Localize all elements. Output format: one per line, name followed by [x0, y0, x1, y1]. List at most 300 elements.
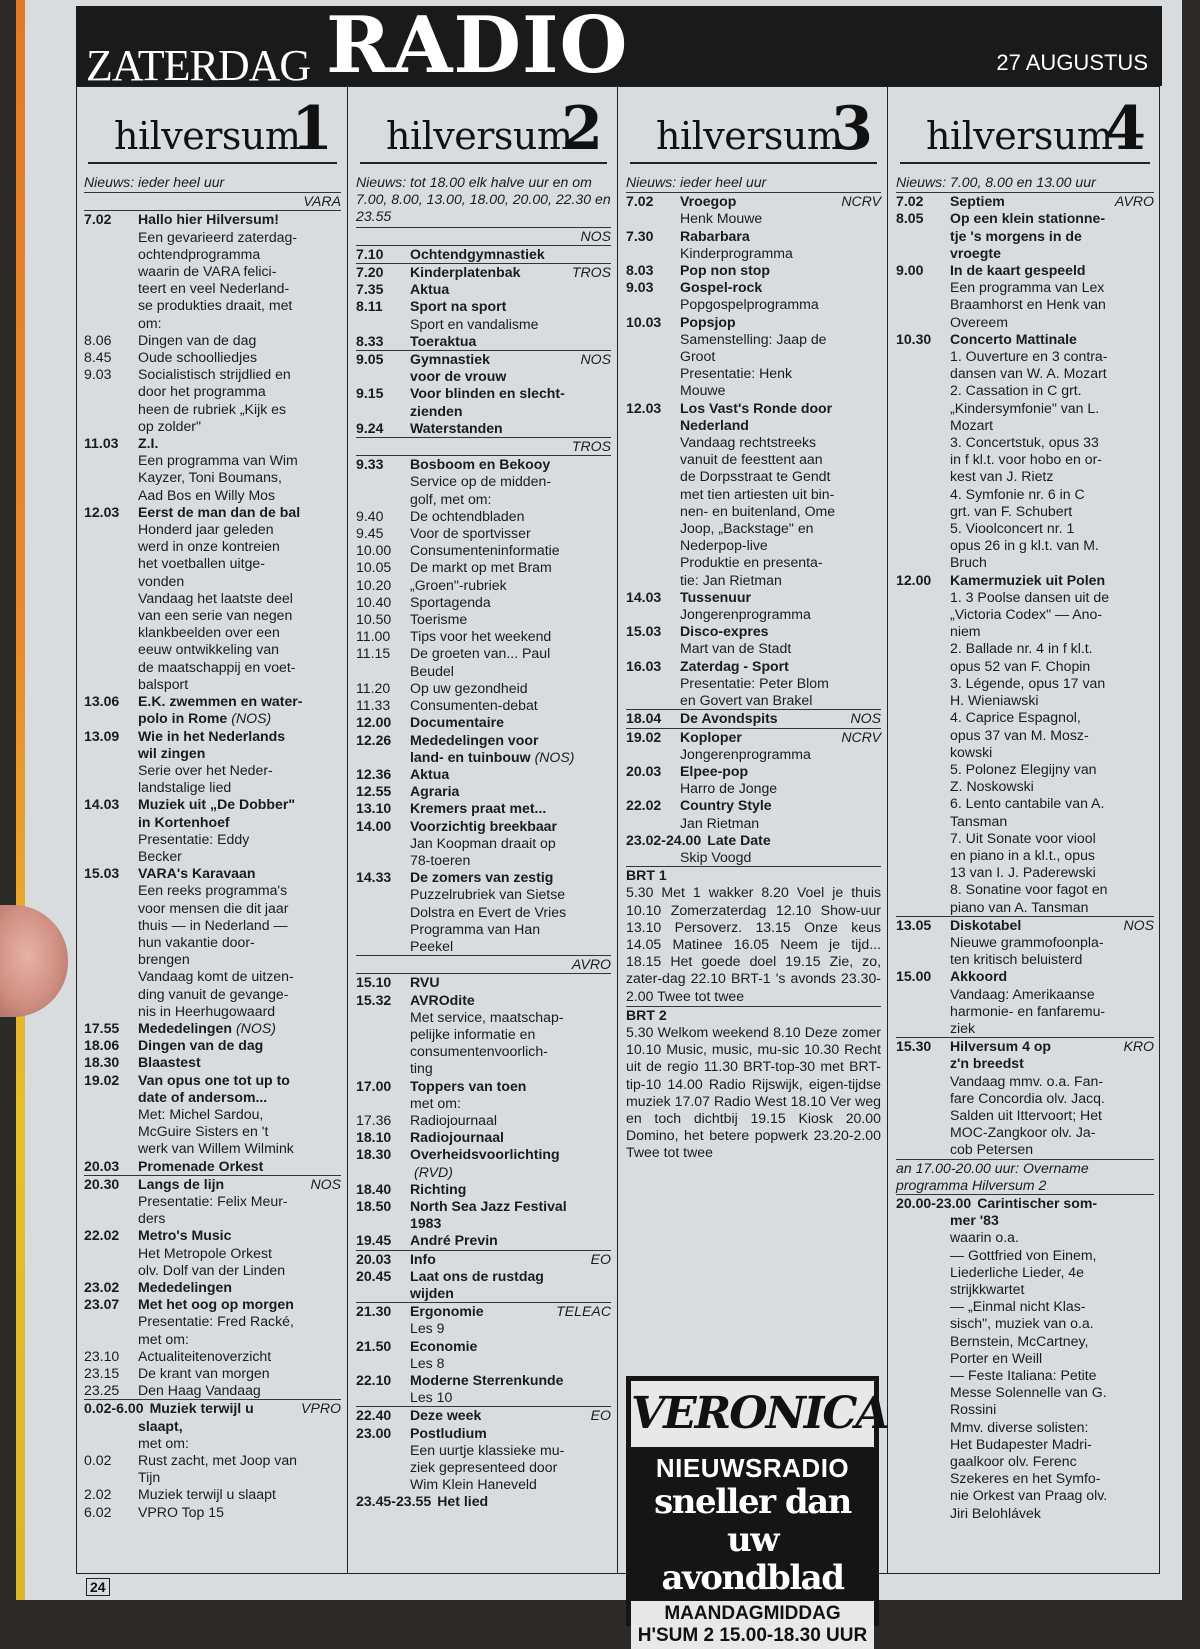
programme-title	[356, 1493, 611, 1510]
broadcaster-tag: NOS	[1123, 916, 1154, 933]
programme-name: Laat ons de rustdag	[410, 1267, 544, 1284]
programme-time: 7.30	[626, 227, 654, 244]
programme-title-text	[950, 1055, 1154, 1072]
programme-time: 18.04	[626, 710, 662, 727]
programme-detail: cob Petersen	[896, 1141, 1154, 1159]
programme-title	[356, 1232, 611, 1250]
programme-detail: dansen van W. A. Mozart	[950, 365, 1107, 382]
programme-name: Het lied	[437, 1493, 489, 1510]
programme-title-text	[138, 814, 341, 831]
programme-name: Aktua	[410, 281, 450, 298]
programme-title	[356, 246, 611, 264]
programme-time	[84, 1418, 138, 1435]
programme-name: North Sea Jazz Festival	[410, 1197, 567, 1214]
programme-title	[626, 710, 881, 728]
programme-detail: Porter en Weill	[950, 1349, 1043, 1366]
programme-title	[84, 1020, 341, 1037]
programme-title-text	[410, 1164, 611, 1181]
ad-headline: NIEUWSRADIO	[655, 1453, 850, 1483]
programme-time: 6.02	[84, 1503, 112, 1520]
programme-item-title: De ochtendbladen	[410, 507, 525, 524]
programme-name: Mededelingen	[138, 1279, 232, 1295]
programme-time: 7.20	[356, 264, 384, 281]
programme-title	[84, 1054, 341, 1071]
programme-time: 20.30	[84, 1175, 120, 1192]
programme-title	[84, 1279, 341, 1296]
programme-name: Gospel-rock	[680, 279, 763, 296]
programme-title-text	[138, 1020, 341, 1037]
programme-item-title: Den Haag Vandaag	[138, 1382, 261, 1399]
programme-detail: Vandaag mmv. o.a. Fan-	[950, 1072, 1104, 1089]
programme-time: 22.02	[626, 797, 662, 814]
programme-title-text	[410, 869, 611, 886]
programme-time: 20.03	[84, 1157, 120, 1174]
programme-name: Kamermuziek uit Polen	[950, 571, 1106, 588]
programme-detail: Wim Klein Haneveld	[410, 1476, 537, 1493]
programme-item-title: Consumenteninformatie	[410, 542, 560, 559]
programme-detail: 4. Caprice Espagnol,	[950, 709, 1081, 726]
programme-title-text	[410, 1285, 611, 1302]
broadcaster-tag: NCRV	[841, 728, 881, 745]
programme-title	[896, 968, 1154, 985]
programme-title-text	[138, 865, 341, 882]
programme-detail: Henk Mouwe	[680, 210, 763, 227]
programme-time: 10.05	[356, 559, 392, 576]
programme-item	[356, 611, 611, 628]
programme-detail: met om:	[138, 1330, 189, 1347]
programme-title-text	[410, 1129, 611, 1146]
programme-title-text	[410, 1232, 611, 1249]
programme-title-text	[138, 745, 341, 762]
programme-time: 8.11	[356, 298, 383, 315]
programme-name: Aktua	[410, 765, 450, 782]
programme-name: vroegte	[950, 244, 1001, 261]
station-number: 2	[561, 94, 603, 164]
ad-schedule-day: MAANDAGMIDDAG	[664, 1603, 841, 1624]
programme-time: 22.40	[356, 1407, 392, 1424]
programme-title-text	[410, 766, 611, 783]
ad-slogan-line-2: avondblad	[661, 1558, 844, 1598]
programme-item-title: VPRO Top 15	[138, 1503, 224, 1520]
programme-detail: — „Einmal nicht Klas-	[950, 1298, 1086, 1315]
programme-title	[896, 193, 1154, 210]
programme-title	[896, 1212, 1154, 1229]
header-date: 27 AUGUSTUS	[996, 50, 1148, 75]
programme-name: Dingen van de dag	[138, 1037, 264, 1054]
station-number: 1	[291, 94, 333, 164]
programme-title-text	[410, 749, 611, 766]
programme-item-title: Op uw gezondheid	[410, 679, 528, 696]
programme-detail: voor mensen die dit jaar	[138, 899, 289, 916]
programme-time	[356, 1215, 410, 1232]
broadcaster-tag: NCRV	[841, 193, 881, 210]
programme-title-text	[680, 228, 881, 245]
programme-title-text	[680, 658, 881, 675]
programme-time: 18.06	[84, 1037, 120, 1054]
brt-heading	[626, 1006, 881, 1024]
programme-detail: nie Orkest van Praag olv.	[950, 1487, 1108, 1504]
programme-item	[84, 1365, 341, 1382]
programme-item	[356, 645, 611, 662]
programme-detail: fare Concordia olv. Jacq.	[950, 1089, 1105, 1106]
programme-item	[356, 577, 611, 594]
programme-item-title: Rust zacht, met Joop van	[138, 1452, 298, 1469]
programme-title	[356, 1078, 611, 1095]
programme-time: 19.02	[84, 1071, 120, 1088]
programme-title-text	[138, 710, 341, 727]
programme-time: 10.20	[356, 576, 392, 593]
programme-time: 12.55	[356, 783, 392, 800]
programme-detail: Serie over het Neder-	[138, 761, 273, 778]
programme-name: Zaterdag - Sport	[680, 657, 789, 674]
programme-name: date of andersom...	[138, 1088, 268, 1105]
programme-detail: ders	[138, 1210, 166, 1227]
programme-detail: Overeem	[950, 313, 1008, 330]
programme-name: Agraria	[410, 783, 460, 800]
programme-time: 10.40	[356, 593, 392, 610]
programme-title	[626, 417, 881, 434]
programme-title	[84, 745, 341, 762]
programme-title-text	[410, 368, 611, 385]
programme-time	[356, 1164, 410, 1181]
programme-detail: 2. Cassation in C grt.	[950, 382, 1082, 399]
programme-detail: Bernstein, McCartney,	[950, 1332, 1089, 1349]
broadcaster-tag: VPRO	[301, 1400, 341, 1417]
programme-title-text	[680, 314, 881, 331]
programme-detail: waarin o.a.	[950, 1229, 1019, 1246]
programme-title	[84, 814, 341, 831]
programme-time: 7.02	[626, 193, 654, 210]
programme-time: 23.45-23.55	[356, 1493, 432, 1510]
programme-title-text	[410, 818, 611, 835]
programme-detail: Skip Voogd	[626, 849, 881, 867]
programme-title	[896, 245, 1154, 262]
programme-detail: Presentatie: Eddy	[138, 830, 250, 847]
programme-detail: Mmv. diverse solisten:	[950, 1418, 1089, 1435]
programme-title-text	[410, 1303, 611, 1320]
programme-name: z'n breedst	[950, 1055, 1024, 1072]
programme-time: 17.55	[84, 1019, 120, 1036]
programme-time	[84, 745, 138, 762]
programme-detail: 2. Ballade nr. 4 in f kl.t.	[950, 640, 1093, 657]
programme-detail: Z. Noskowski	[950, 778, 1034, 795]
programme-time: 11.33	[356, 697, 391, 714]
programme-detail: nen- en buitenland, Ome	[680, 502, 836, 519]
programme-detail: ochtendprogramma	[138, 245, 261, 262]
programme-time: 10.30	[896, 330, 932, 347]
programme-title-text	[138, 1296, 341, 1313]
programme-time: 11.03	[84, 435, 119, 452]
programme-title	[356, 264, 611, 281]
programme-title-text	[680, 710, 881, 727]
programme-time: 15.30	[896, 1038, 932, 1055]
programme-detail: Honderd jaar geleden	[138, 521, 274, 538]
programme-detail: Les 8	[410, 1354, 445, 1371]
column-hilversum-1	[76, 86, 348, 1574]
programme-detail: opus 37 van M. Mosz-	[950, 726, 1089, 743]
programme-time: 15.03	[84, 865, 120, 882]
programme-name: land- en tuinbouw	[410, 748, 531, 765]
programme-name: wil zingen	[138, 744, 206, 761]
programme-title-text	[680, 623, 881, 640]
programme-time: 11.15	[356, 645, 391, 662]
programme-title	[356, 714, 611, 731]
page-header	[76, 0, 1162, 91]
programme-title	[356, 385, 611, 402]
programme-time: 17.36	[356, 1111, 392, 1128]
programme-time: 23.00	[356, 1424, 392, 1441]
programme-title-text	[950, 228, 1154, 245]
programme-item	[84, 1348, 341, 1365]
programme-detail: 8. Sonatine voor fagot en	[950, 881, 1108, 898]
programme-item-title: Oude schoolliedjes	[138, 349, 258, 366]
programme-detail: Groot	[680, 348, 716, 365]
news-times: Nieuws: tot 18.00 elk halve uur en om 7.00, 8.00, 13.00, 18.00, 20.00, 22.30 en 23.55	[356, 174, 611, 228]
programme-detail: Joop, „Backstage" en	[680, 520, 814, 537]
programme-detail: werk van Willem Wilmink	[138, 1140, 294, 1157]
programme-detail: grt. van F. Schubert	[950, 502, 1073, 519]
programme-title-text	[680, 589, 881, 606]
programme-time: 7.35	[356, 281, 384, 298]
programme-item-title: „Groen"-rubriek	[410, 576, 507, 593]
programme-title	[626, 729, 881, 746]
programme-time	[356, 1285, 410, 1302]
programme-detail: om:	[138, 314, 162, 331]
programme-time: 12.03	[84, 503, 120, 520]
programme-detail: met om:	[410, 1094, 461, 1111]
programme-title	[356, 1407, 611, 1424]
programme-name: Promenade Orkest	[138, 1157, 264, 1174]
programme-detail: thuis — in Nederland —	[138, 916, 288, 933]
programme-name: Z.I.	[138, 435, 159, 452]
news-times: Nieuws: ieder heel uur	[626, 174, 881, 193]
programme-detail: Een programma van Lex	[950, 279, 1105, 296]
programme-name: De Avondspits	[680, 710, 778, 727]
programme-time: 18.50	[356, 1197, 392, 1214]
programme-title	[356, 368, 611, 385]
programme-title	[356, 351, 611, 368]
programme-name: Late Date	[707, 831, 771, 848]
programme-title	[84, 1227, 341, 1244]
programme-detail: vanuit de feesttent aan	[680, 451, 823, 468]
programme-detail: Jiri Belohlávek	[950, 1504, 1041, 1521]
programme-time: 14.33	[356, 869, 392, 886]
programme-title-text	[138, 728, 341, 745]
programme-title	[626, 314, 881, 331]
broadcaster-tag: EO	[590, 1407, 611, 1424]
programme-time: 12.03	[626, 399, 662, 416]
brt-schedule: 5.30 Welkom weekend 8.10 Deze zomer 10.10 Music, music, mu-sic 10.30 Recht uit de regio 11.30 BRT-top-30 met BRT-tip-10 14.00 Radio Rijswijk, eigen-tijdse muziek 17.07 Radio West 18.10 Ver weg en toch dichtbij 19.15 Kiosk 20.00 Domino, het betere popwerk 23.20-2.00 Twee tot twee	[626, 1023, 881, 1161]
programme-time: 14.03	[84, 796, 120, 813]
programme-title-text	[950, 572, 1154, 589]
programme-time: 15.00	[896, 968, 932, 985]
programme-name: Voor blinden en slecht-	[410, 385, 565, 402]
programme-title	[896, 1038, 1154, 1055]
programme-detail: met om:	[138, 1434, 189, 1451]
news-times: Nieuws: ieder heel uur	[84, 174, 341, 193]
programme-detail: Een gevarieerd zaterdag-	[138, 228, 298, 245]
broadcaster-tag: (RVD)	[414, 1163, 453, 1180]
programme-name: Carintischer som-	[977, 1194, 1098, 1211]
programme-name: Wie in het Nederlands	[138, 727, 286, 744]
programme-detail: Les 9	[410, 1320, 445, 1337]
programme-time: 22.10	[356, 1372, 392, 1389]
programme-detail: de Dorpsstraat te Gendt	[680, 468, 831, 485]
programme-detail: en piano in a kl.t., opus	[950, 846, 1095, 863]
programme-time: 9.33	[356, 456, 384, 473]
programme-title	[84, 728, 341, 745]
programme-name: Pop non stop	[680, 262, 771, 279]
programme-detail: Presentatie: Henk	[680, 365, 793, 382]
programme-title	[626, 400, 881, 417]
programme-detail: Kayzer, Toni Boumans,	[138, 469, 282, 486]
programme-time	[356, 403, 410, 420]
programme-title-text	[138, 1054, 341, 1071]
programme-time: 11.00	[356, 628, 391, 645]
programme-title-text	[410, 1078, 611, 1095]
programme-detail: Een programma van Wim	[138, 452, 298, 469]
programme-time: 12.36	[356, 765, 392, 782]
programme-title-text	[138, 1227, 341, 1244]
programme-title	[356, 800, 611, 817]
programme-title-text	[138, 435, 341, 452]
programme-name: polo in Rome	[138, 710, 228, 727]
programme-detail: Jongerenprogramma	[680, 745, 811, 762]
programme-title-text	[410, 974, 611, 991]
programme-title	[626, 262, 881, 279]
programme-detail: 78-toeren	[410, 851, 471, 868]
programme-detail: landstalige lied	[138, 779, 232, 796]
programme-title-text	[680, 193, 881, 210]
programme-name: In de kaart gespeeld	[950, 262, 1086, 279]
programme-item-title: Toerisme	[410, 611, 468, 628]
header-title: RADIO	[326, 0, 629, 91]
programme-title-text	[950, 1212, 1154, 1229]
programme-detail: Beudel	[410, 662, 454, 679]
programme-detail: werd in onze kontreien	[138, 538, 280, 555]
column-hilversum-3	[618, 86, 888, 1646]
programme-time: 22.02	[84, 1227, 120, 1244]
broadcaster-tag: EO	[590, 1250, 611, 1267]
programme-detail: Vandaag: Amerikaanse	[950, 985, 1095, 1002]
programme-detail: se produkties draait, met	[138, 297, 293, 314]
programme-list	[626, 174, 881, 1570]
programme-name: Akkoord	[950, 968, 1008, 985]
programme-detail: Salden uit Ittervoort; Het	[950, 1106, 1102, 1123]
programme-title-text	[138, 693, 341, 710]
programme-detail: ziek gepresenteed door	[410, 1459, 558, 1476]
programme-name: Waterstanden	[410, 419, 503, 436]
programme-time: 18.10	[356, 1129, 392, 1146]
programme-item	[356, 594, 611, 611]
programme-detail: Jan Rietman	[680, 814, 760, 831]
programme-title	[84, 435, 341, 452]
programme-name: Economie	[410, 1337, 478, 1354]
programme-time: 12.00	[896, 571, 932, 588]
programme-title	[356, 732, 611, 749]
programme-title-text	[950, 245, 1154, 262]
programme-item	[356, 1112, 611, 1129]
programme-title-text	[410, 732, 611, 749]
programme-name: Mededelingen voor	[410, 731, 539, 748]
programme-title	[626, 832, 881, 849]
programme-time: 10.00	[356, 542, 392, 559]
programme-name: E.K. zwemmen en water-	[138, 693, 303, 710]
programme-item-title: Muziek terwijl u slaapt	[138, 1486, 276, 1503]
programme-name: Bosboom en Bekooy	[410, 456, 551, 473]
programme-time: 15.03	[626, 623, 662, 640]
programme-title-text	[410, 1268, 611, 1285]
programme-item-title: Actualiteitenoverzicht	[138, 1347, 272, 1364]
programme-item-title: Tips voor het weekend	[410, 628, 552, 645]
programme-detail: Popgospelprogramma	[680, 296, 819, 313]
programme-name: Vroegop	[680, 193, 737, 210]
programme-title	[356, 1129, 611, 1146]
programme-title-text	[950, 968, 1154, 985]
programme-title-text	[138, 504, 341, 521]
programme-title-text	[410, 1198, 611, 1215]
programme-title	[356, 1215, 611, 1232]
programme-detail: Samenstelling: Jaap de	[680, 330, 827, 347]
programme-title-text	[410, 246, 611, 263]
programme-title	[356, 818, 611, 835]
programme-time: 10.03	[626, 313, 662, 330]
programme-title	[626, 623, 881, 640]
programme-name: slaapt,	[138, 1417, 183, 1434]
programme-time	[84, 710, 138, 727]
programme-time: 16.03	[626, 657, 662, 674]
programme-name: Elpee-pop	[680, 762, 749, 779]
programme-title-text	[138, 1089, 341, 1106]
programme-name: Radiojournaal	[410, 1129, 504, 1146]
programme-name: Los Vast's Ronde door	[680, 399, 833, 416]
programme-detail: Messe Solennelle van G.	[950, 1384, 1107, 1401]
programme-time: 8.06	[84, 331, 112, 348]
programme-detail: tie: Jan Rietman	[680, 571, 782, 588]
programme-title	[626, 279, 881, 296]
programme-time: 0.02	[84, 1452, 112, 1469]
programme-title	[84, 693, 341, 710]
header-day: ZATERDAG	[86, 41, 311, 90]
programme-time: 8.03	[626, 262, 654, 279]
station-heading	[630, 94, 877, 164]
programme-time	[356, 749, 410, 766]
programme-detail: Mouwe	[680, 382, 726, 399]
programme-time: 9.00	[896, 262, 924, 279]
programme-name: Metro's Music	[138, 1227, 232, 1244]
programme-time	[896, 245, 950, 262]
programme-title	[84, 1400, 341, 1417]
programme-title	[356, 456, 611, 473]
programme-name: Van opus one tot up to	[138, 1071, 290, 1088]
programme-name: Rabarbara	[680, 227, 750, 244]
programme-item-title: Consumenten-debat	[410, 697, 538, 714]
programme-detail: ting	[410, 1060, 433, 1077]
programme-title	[626, 193, 881, 210]
broadcaster-tag: TROS	[571, 264, 611, 281]
programme-name: Moderne Sterrenkunde	[410, 1372, 564, 1389]
programme-title	[896, 572, 1154, 589]
programme-detail: hun vakantie door-	[138, 933, 255, 950]
station-heading	[900, 94, 1150, 164]
programme-detail: Harro de Jonge	[680, 780, 778, 797]
programme-name: Toppers van toen	[410, 1077, 527, 1094]
programme-name: Overheidsvoorlichting	[410, 1146, 560, 1163]
programme-detail: Sport en vandalisme	[410, 315, 539, 332]
programme-item	[356, 559, 611, 576]
programme-name: Deze week	[410, 1407, 482, 1424]
programme-time: 8.05	[896, 210, 924, 227]
